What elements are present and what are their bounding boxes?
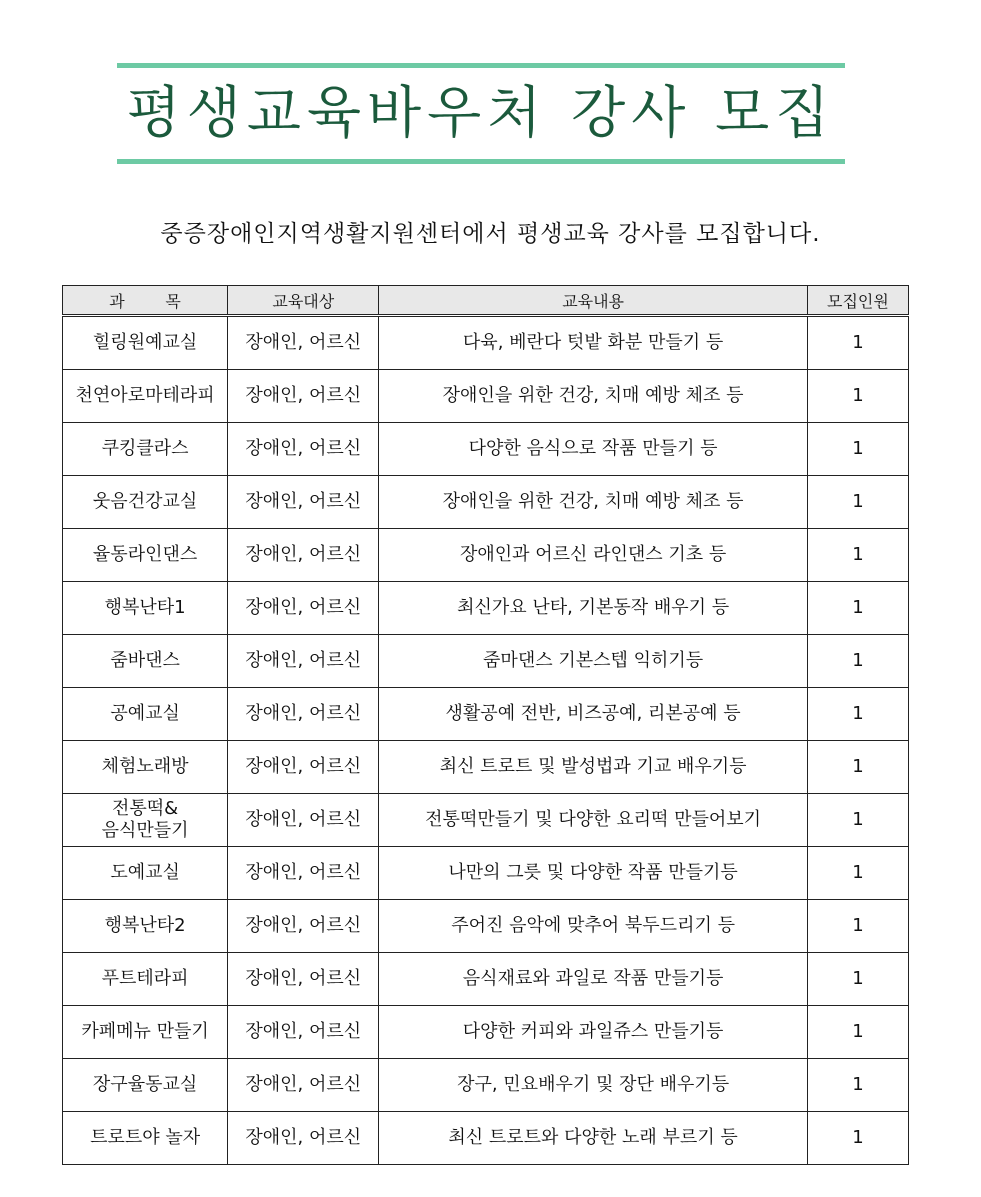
count-cell: 1 (807, 370, 908, 423)
target-cell: 장애인, 어르신 (228, 476, 379, 529)
course-cell: 웃음건강교실 (63, 476, 228, 529)
content-cell: 다육, 베란다 텃밭 화분 만들기 등 (379, 316, 808, 370)
target-cell: 장애인, 어르신 (228, 1059, 379, 1112)
content-cell: 최신 트로트 및 발성법과 기교 배우기등 (379, 741, 808, 794)
count-cell: 1 (807, 741, 908, 794)
content-cell: 장애인과 어르신 라인댄스 기초 등 (379, 529, 808, 582)
target-cell: 장애인, 어르신 (228, 794, 379, 847)
course-cell: 율동라인댄스 (63, 529, 228, 582)
count-cell: 1 (807, 1059, 908, 1112)
count-cell: 1 (807, 529, 908, 582)
table-row (63, 1059, 909, 1112)
course-cell: 힐링원예교실 (63, 316, 228, 370)
content-cell: 최신 트로트와 다양한 노래 부르기 등 (379, 1112, 808, 1165)
table-row (63, 794, 909, 847)
table-row (63, 529, 909, 582)
count-cell: 1 (807, 582, 908, 635)
course-cell: 행복난타1 (63, 582, 228, 635)
content-cell: 장구, 민요배우기 및 장단 배우기등 (379, 1059, 808, 1112)
count-cell: 1 (807, 316, 908, 370)
content-cell: 장애인을 위한 건강, 치매 예방 체조 등 (379, 476, 808, 529)
count-cell: 1 (807, 847, 908, 900)
target-cell: 장애인, 어르신 (228, 316, 379, 370)
header-count: 모집인원 (807, 286, 908, 316)
table-row (63, 582, 909, 635)
content-cell: 생활공예 전반, 비즈공예, 리본공예 등 (379, 688, 808, 741)
course-cell: 공예교실 (63, 688, 228, 741)
table-body (63, 316, 909, 1165)
count-cell: 1 (807, 476, 908, 529)
course-cell: 천연아로마테라피 (63, 370, 228, 423)
content-cell: 전통떡만들기 및 다양한 요리떡 만들어보기 (379, 794, 808, 847)
title-top-rule (117, 63, 845, 68)
course-cell: 줌바댄스 (63, 635, 228, 688)
content-cell: 줌마댄스 기본스텝 익히기등 (379, 635, 808, 688)
target-cell: 장애인, 어르신 (228, 847, 379, 900)
course-cell: 행복난타2 (63, 900, 228, 953)
course-cell: 장구율동교실 (63, 1059, 228, 1112)
count-cell: 1 (807, 688, 908, 741)
page-title: 평생교육바우처 강사 모집 (126, 81, 836, 146)
table-row (63, 635, 909, 688)
table-row (63, 688, 909, 741)
content-cell: 음식재료와 과일로 작품 만들기등 (379, 953, 808, 1006)
target-cell: 장애인, 어르신 (228, 1112, 379, 1165)
count-cell: 1 (807, 900, 908, 953)
count-cell: 1 (807, 1006, 908, 1059)
target-cell: 장애인, 어르신 (228, 582, 379, 635)
count-cell: 1 (807, 635, 908, 688)
table-row (63, 1112, 909, 1165)
target-cell: 장애인, 어르신 (228, 370, 379, 423)
course-cell: 푸트테라피 (63, 953, 228, 1006)
content-cell: 최신가요 난타, 기본동작 배우기 등 (379, 582, 808, 635)
table-row (63, 953, 909, 1006)
course-cell: 카페메뉴 만들기 (63, 1006, 228, 1059)
target-cell: 장애인, 어르신 (228, 741, 379, 794)
table-row (63, 847, 909, 900)
content-cell: 주어진 음악에 맞추어 북두드리기 등 (379, 900, 808, 953)
course-cell: 도예교실 (63, 847, 228, 900)
content-cell: 다양한 음식으로 작품 만들기 등 (379, 423, 808, 476)
course-cell: 트로트야 놀자 (63, 1112, 228, 1165)
table-row (63, 900, 909, 953)
instructor-recruitment-table (62, 285, 909, 1165)
target-cell: 장애인, 어르신 (228, 635, 379, 688)
count-cell: 1 (807, 1112, 908, 1165)
table-row (63, 1006, 909, 1059)
target-cell: 장애인, 어르신 (228, 1006, 379, 1059)
content-cell: 장애인을 위한 건강, 치매 예방 체조 등 (379, 370, 808, 423)
count-cell: 1 (807, 953, 908, 1006)
target-cell: 장애인, 어르신 (228, 688, 379, 741)
header-target: 교육대상 (228, 286, 379, 316)
course-cell: 쿠킹클라스 (63, 423, 228, 476)
count-cell: 1 (807, 794, 908, 847)
count-cell: 1 (807, 423, 908, 476)
course-cell: 전통떡& 음식만들기 (63, 794, 228, 847)
target-cell: 장애인, 어르신 (228, 953, 379, 1006)
content-cell: 나만의 그릇 및 다양한 작품 만들기등 (379, 847, 808, 900)
target-cell: 장애인, 어르신 (228, 529, 379, 582)
table-row (63, 741, 909, 794)
table-row (63, 476, 909, 529)
page-subtitle: 중증장애인지역생활지원센터에서 평생교육 강사를 모집합니다. (160, 221, 821, 247)
content-cell: 다양한 커피와 과일쥬스 만들기등 (379, 1006, 808, 1059)
course-cell: 체험노래방 (63, 741, 228, 794)
target-cell: 장애인, 어르신 (228, 423, 379, 476)
table-row (63, 423, 909, 476)
header-content: 교육내용 (379, 286, 808, 316)
title-bottom-rule (117, 159, 845, 164)
header-course: 과 목 (63, 286, 228, 316)
table-row (63, 370, 909, 423)
table-header-row (63, 286, 909, 316)
table-row (63, 316, 909, 370)
target-cell: 장애인, 어르신 (228, 900, 379, 953)
title-banner (117, 63, 845, 165)
